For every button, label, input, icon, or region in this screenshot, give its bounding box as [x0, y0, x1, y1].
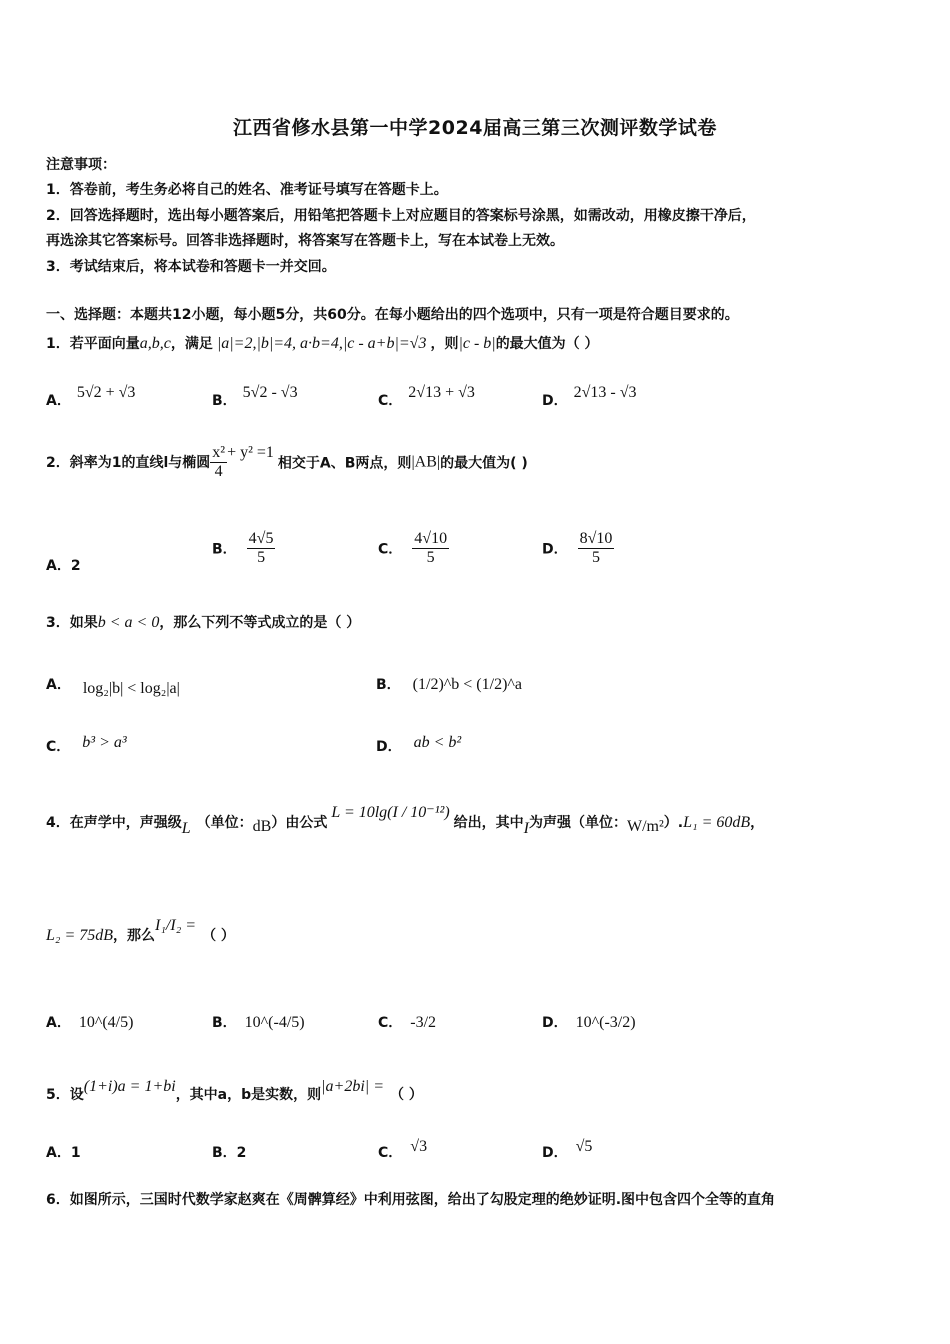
question-4-line-1	[46, 804, 765, 837]
q4-option-a-value: 10^(4/5)	[78, 1014, 134, 1031]
q1-vars: a,b,c	[139, 335, 171, 352]
q3-option-a-label: A．	[46, 677, 71, 693]
q3-option-a[interactable]	[46, 674, 180, 697]
q5-option-a[interactable]	[46, 1142, 81, 1162]
q2-option-b-den: 5	[257, 549, 266, 566]
q1-prefix: 1．若平面向量	[46, 336, 140, 352]
q4-L2: L₂ = 75dB	[46, 927, 114, 944]
notice-heading: 注意事项：	[46, 157, 116, 173]
q5-option-d[interactable]	[542, 1136, 593, 1161]
q2-option-b[interactable]	[212, 530, 275, 567]
q2-option-b-fraction	[247, 530, 276, 567]
q1-condition: |a|=2,|b|=4, a·b=4,|c - a+b|=√3	[216, 335, 427, 352]
q3-option-d-label: D．	[376, 739, 402, 755]
q5-option-b[interactable]	[212, 1142, 246, 1162]
q4-mid: 给出，其中	[453, 815, 524, 831]
q4-option-d[interactable]	[542, 1012, 636, 1032]
section-heading: 一、选择题：本题共12小题，每小题5分，共60分。在每小题给出的四个选项中，只有一项是符合题目要求的。	[46, 307, 739, 323]
q4-option-a-label: A．	[46, 1015, 71, 1031]
q4-option-d-label: D．	[542, 1015, 568, 1031]
q5-option-b-label: B．	[212, 1145, 237, 1161]
q4-unit1: dB	[252, 818, 272, 835]
q4-comma: ，	[750, 815, 765, 831]
q2-option-b-num: 4√5	[248, 530, 274, 547]
q3-prefix: 3．如果	[46, 615, 98, 631]
q1-mid: ，满足	[170, 336, 213, 352]
q2-option-c-fraction	[412, 530, 449, 567]
q5-option-c[interactable]	[378, 1136, 428, 1161]
q5-option-c-label: C．	[378, 1145, 403, 1161]
q5-option-a-label: A．	[46, 1145, 71, 1161]
q2-option-c-den: 5	[426, 549, 435, 566]
question-5	[46, 1076, 423, 1103]
q3-option-a-value: log₂|b| < log₂|a|	[82, 680, 180, 697]
q1-option-a-value: 5√2 + √3	[76, 384, 136, 401]
q5-prefix: 5．设	[46, 1087, 84, 1103]
q5-option-d-label: D．	[542, 1145, 568, 1161]
q4-unit1-pre: （单位：	[196, 815, 253, 831]
q5-option-a-value: 1	[70, 1145, 81, 1161]
q3-option-c[interactable]	[46, 736, 127, 756]
q2-ellipse-den: 4	[214, 463, 223, 480]
q4-option-b[interactable]	[212, 1012, 305, 1032]
question-3	[46, 612, 360, 632]
q2-mid: 相交于A、B两点，则	[277, 455, 412, 472]
q1-option-c-value: 2√13 + √3	[408, 384, 475, 401]
q2-option-d-fraction	[578, 530, 615, 567]
q4-unit1-post: ）由公式	[271, 815, 328, 831]
q1-mid2: ，则	[430, 336, 459, 352]
q2-target: |AB|	[411, 453, 441, 471]
q5-option-c-value: √3	[410, 1138, 428, 1155]
q4-suffix: （ ）	[202, 928, 235, 944]
q2-option-c-label: C．	[378, 541, 403, 558]
q5-suffix: （ ）	[390, 1087, 423, 1103]
q4-option-c-label: C．	[378, 1015, 403, 1031]
q3-option-b-value: (1/2)^b < (1/2)^a	[412, 676, 523, 693]
q5-option-d-value: √5	[575, 1138, 593, 1155]
q3-option-d-value: ab < b²	[413, 734, 462, 751]
q4-mid3: ）.	[663, 815, 684, 831]
q1-option-b[interactable]	[212, 384, 298, 410]
q4-option-b-value: 10^(-4/5)	[244, 1014, 305, 1031]
notice-item-3: 3．考试结束后，将本试卷和答题卡一并交回。	[46, 259, 336, 275]
q4-formula: L = 10lg(I / 10⁻¹²)	[331, 804, 450, 821]
q5-target: |a+2bi| =	[321, 1078, 384, 1095]
q4-option-c-value: -3/2	[410, 1014, 437, 1031]
question-1	[46, 333, 599, 353]
q2-ellipse-fraction	[210, 444, 227, 481]
question-2	[46, 444, 528, 481]
q4-option-c[interactable]	[378, 1012, 436, 1032]
q1-option-b-value: 5√2 - √3	[242, 384, 298, 401]
q4-ask: ，那么	[113, 928, 156, 944]
q5-equation: (1+i)a = 1+bi	[83, 1078, 176, 1095]
q2-option-d-den: 5	[592, 549, 601, 566]
q1-option-d-value: 2√13 - √3	[573, 384, 637, 401]
q2-ellipse-rest: + y² =1	[227, 443, 274, 461]
q2-option-d-num: 8√10	[579, 530, 613, 547]
q2-option-a[interactable]	[46, 555, 81, 575]
q2-option-c-num: 4√10	[414, 530, 448, 547]
q3-option-d[interactable]	[376, 736, 461, 756]
q4-option-b-label: B．	[212, 1015, 237, 1031]
q1-target: |c - b|	[458, 335, 496, 352]
q1-option-c-label: C．	[378, 393, 403, 409]
q5-mid: ，其中a，b是实数，则	[175, 1087, 322, 1103]
q2-option-d[interactable]	[542, 530, 614, 567]
q3-suffix: ，那么下列不等式成立的是（ ）	[159, 615, 361, 631]
notice-item-2: 2．回答选择题时，选出每小题答案后，用铅笔把答题卡上对应题目的答案标号涂黑，如需改动，用橡皮擦干净后，	[46, 208, 756, 224]
q1-option-d-label: D．	[542, 393, 568, 409]
q3-option-b-label: B．	[376, 677, 401, 693]
q3-condition: b < a < 0	[97, 614, 160, 631]
q1-option-a-label: A．	[46, 393, 71, 409]
page-title: 江西省修水县第一中学2024届高三第三次测评数学试卷	[233, 117, 717, 139]
q2-ellipse-num: x²	[212, 444, 226, 461]
question-4-line-2	[46, 917, 235, 945]
q3-option-c-label: C．	[46, 739, 71, 755]
q1-option-c[interactable]	[378, 384, 475, 410]
notice-item-2-cont: 再选涂其它答案标号。回答非选择题时，将答案写在答题卡上，写在本试卷上无效。	[46, 233, 564, 249]
notice-item-1: 1．答卷前，考生务必将自己的姓名、准考证号填写在答题卡上。	[46, 182, 448, 198]
q4-L1: L₁ = 60dB	[683, 814, 751, 831]
question-6: 6．如图所示，三国时代数学家赵爽在《周髀算经》中利用弦图，给出了勾股定理的绝妙证明.图中包含四个全等的直角	[46, 1192, 776, 1208]
q5-option-b-value: 2	[236, 1145, 247, 1161]
q2-suffix: 的最大值为( )	[440, 455, 528, 472]
q4-unit2: W/m²	[626, 818, 664, 835]
q2-option-d-label: D．	[542, 541, 568, 558]
q1-option-d[interactable]	[542, 384, 637, 410]
q4-I: I	[523, 820, 529, 837]
q2-option-a-value: 2	[70, 558, 81, 574]
q2-option-c[interactable]	[378, 530, 449, 567]
q3-option-c-value: b³ > a³	[82, 734, 127, 751]
q4-mid2: 为声强（单位：	[528, 815, 627, 831]
q2-prefix: 2．斜率为1的直线l与椭圆	[46, 455, 211, 471]
q1-suffix: 的最大值为（ ）	[495, 336, 599, 352]
q1-option-b-label: B．	[212, 393, 237, 409]
q2-option-b-label: B．	[212, 541, 237, 558]
q4-option-d-value: 10^(-3/2)	[575, 1014, 636, 1031]
q1-option-a[interactable]	[46, 384, 136, 410]
q4-L: L	[181, 820, 191, 837]
q4-ratio: I₁/I₂ =	[155, 917, 197, 934]
q4-option-a[interactable]	[46, 1012, 133, 1032]
q4-prefix: 4．在声学中，声强级	[46, 815, 182, 831]
q2-option-a-label: A．	[46, 558, 71, 574]
q3-option-b[interactable]	[376, 674, 522, 694]
